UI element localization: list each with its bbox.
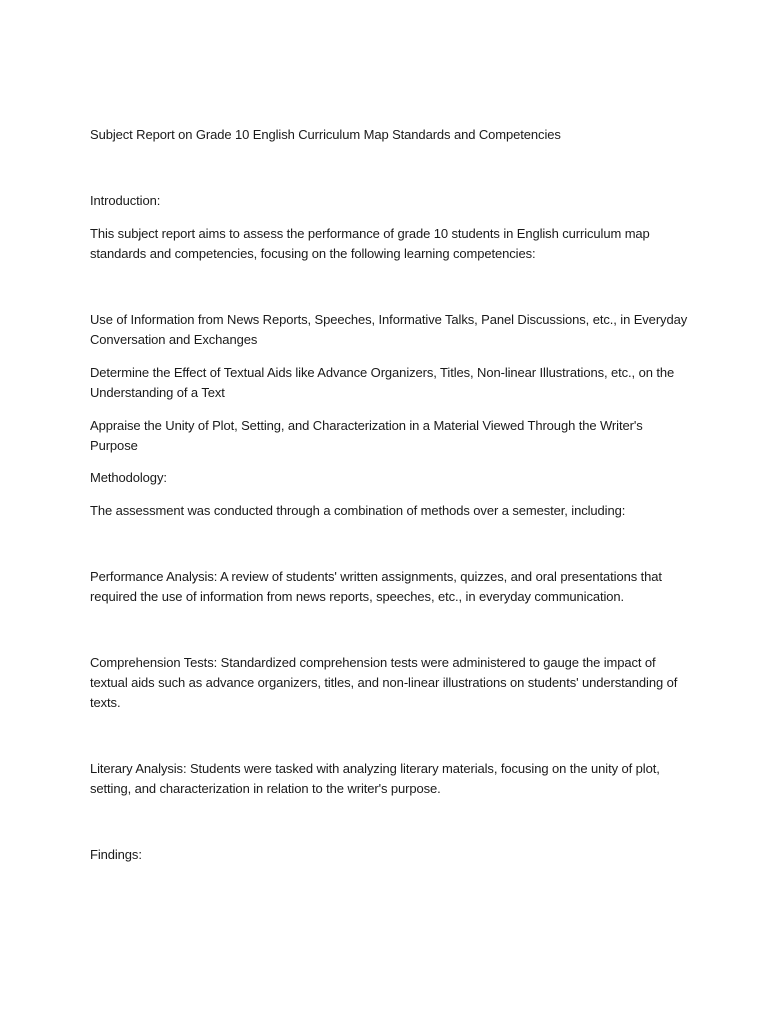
- method-item-comprehension-tests: Comprehension Tests: Standardized comprehension tests were administered to gauge the impact of textual aids such as advance organizers, titles, and non-linear illustrations on students' understanding of texts.: [90, 655, 678, 710]
- competency-item-2: Determine the Effect of Textual Aids like Advance Organizers, Titles, Non-linear Illustrations, etc., on the Understanding of a Text: [90, 365, 675, 400]
- methodology-heading: Methodology:: [90, 470, 167, 485]
- introduction-paragraph: This subject report aims to assess the performance of grade 10 students in English curriculum map standards and competencies, focusing on the following learning competencies:: [90, 226, 650, 261]
- method-item-literary-analysis: Literary Analysis: Students were tasked with analyzing literary materials, focusing on the unity of plot, setting, and characterization in relation to the writer's purpose.: [90, 761, 660, 796]
- competency-item-3: Appraise the Unity of Plot, Setting, and Characterization in a Material Viewed Through the Writer's Purpose: [90, 418, 643, 453]
- methodology-paragraph: The assessment was conducted through a combination of methods over a semester, including:: [90, 503, 626, 518]
- introduction-heading: Introduction:: [90, 193, 161, 208]
- findings-heading: Findings:: [90, 847, 142, 862]
- competency-item-1: Use of Information from News Reports, Speeches, Informative Talks, Panel Discussions, etc., in Everyday Conversation and Exchanges: [90, 312, 688, 347]
- document-title: Subject Report on Grade 10 English Curriculum Map Standards and Competencies: [90, 127, 561, 142]
- method-item-performance-analysis: Performance Analysis: A review of students' written assignments, quizzes, and oral presentations that required the use of information from news reports, speeches, etc., in everyday communication.: [90, 569, 662, 604]
